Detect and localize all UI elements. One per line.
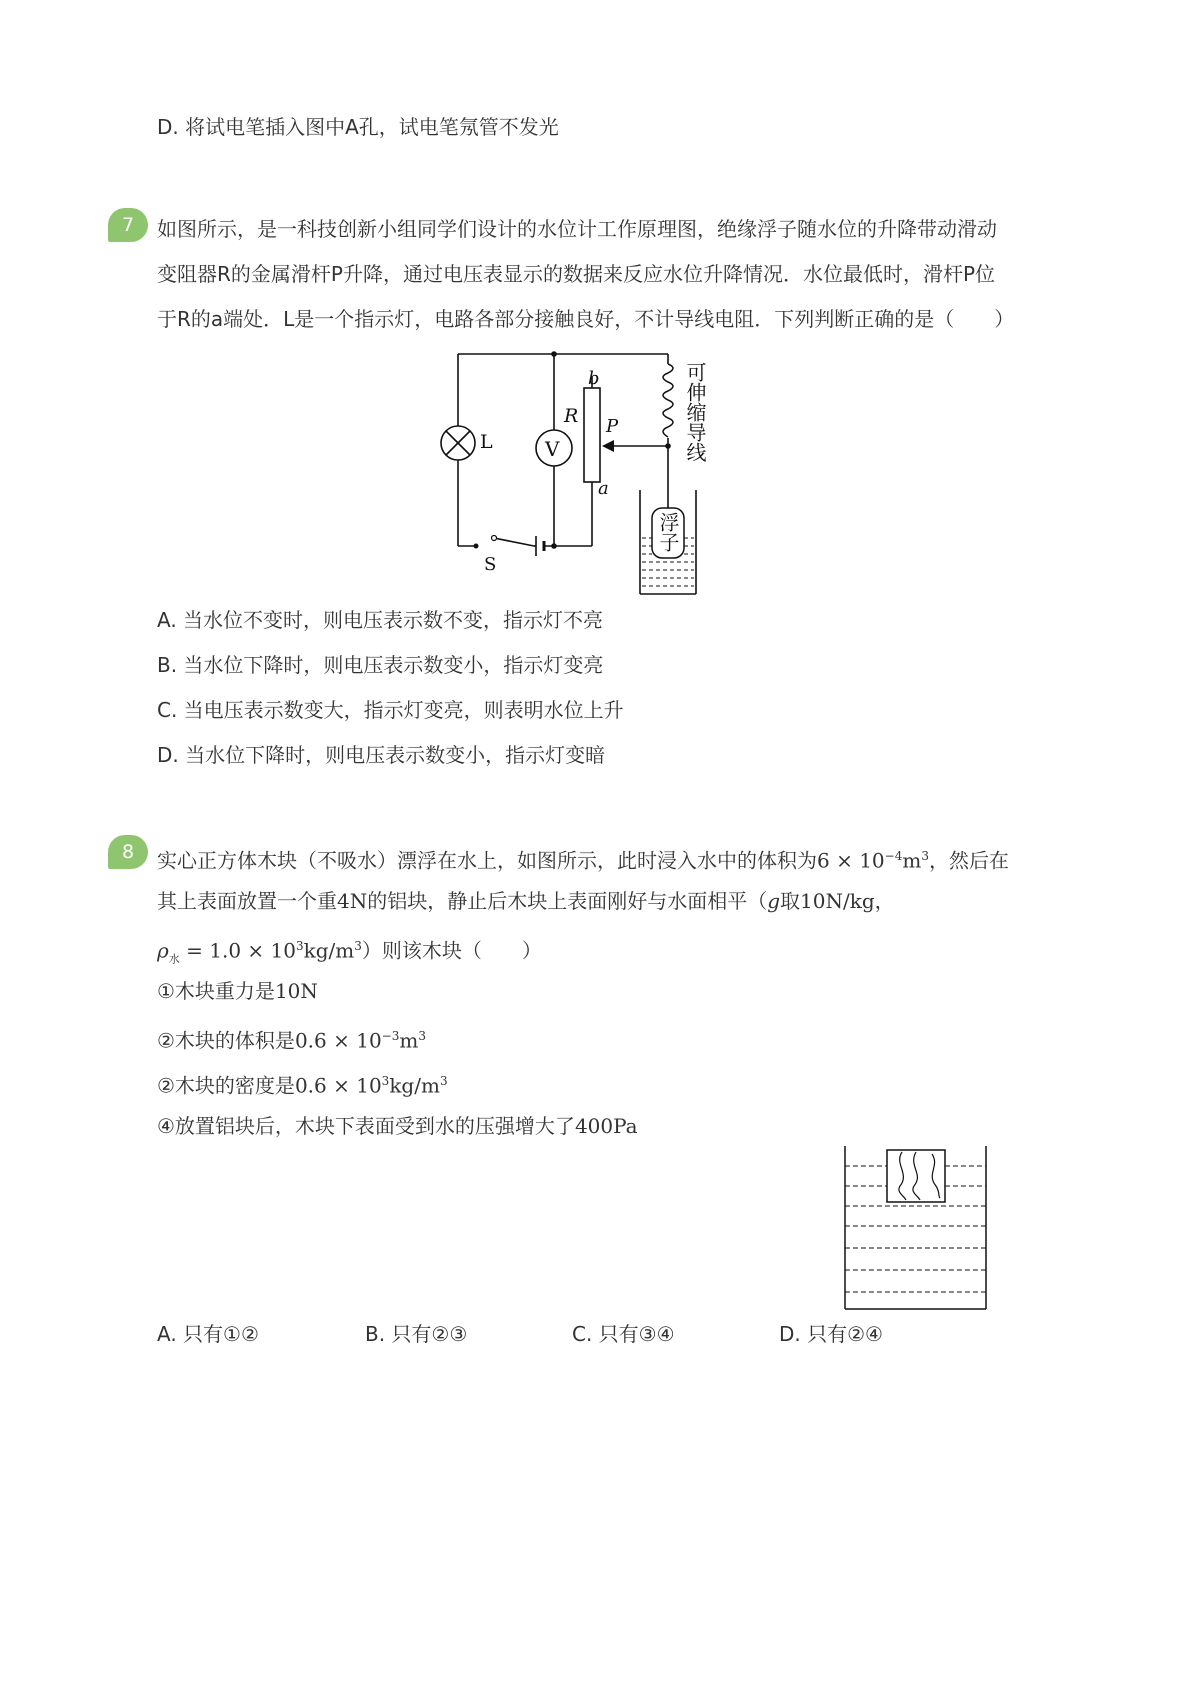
- rheostat-label: R: [564, 405, 579, 427]
- question-7-number-badge: 7: [108, 208, 148, 242]
- prev-question-option-d: D. 将试电笔插入图中A孔，试电笔氖管不发光: [157, 115, 559, 139]
- question-8-statement-3: ②木块的密度是$0.6 \times 10^3kg/m^3$: [157, 1073, 448, 1098]
- question-8-statement-1: ①木块重力是10N: [157, 979, 318, 1003]
- question-8-option-a[interactable]: A. 只有①②: [157, 1322, 259, 1346]
- question-7-stem-line-3: 于R的a端处．L是一个指示灯，电路各部分接触良好，不计导线电阻．下列判断正确的是（ ）: [157, 307, 1015, 331]
- rheostat-end-a: a: [598, 478, 609, 499]
- question-7-option-c[interactable]: C. 当电压表示数变大，指示灯变亮，则表明水位上升: [157, 698, 624, 722]
- water-level-circuit-diagram: [430, 342, 740, 602]
- rheostat-body: [584, 388, 600, 482]
- question-7-option-a[interactable]: A. 当水位不变时，则电压表示数不变，指示灯不亮: [157, 608, 604, 632]
- question-8-option-d[interactable]: D. 只有②④: [779, 1322, 883, 1346]
- question-8-stem-line-2: 其上表面放置一个重4N的铝块，静止后木块上表面刚好与水面相平（g取10N/kg，: [157, 889, 895, 913]
- question-7-option-d[interactable]: D. 当水位下降时，则电压表示数变小，指示灯变暗: [157, 743, 606, 767]
- slider-arrow: [602, 440, 614, 452]
- question-8-stem-line-1: 实心正方体木块（不吸水）漂浮在水上，如图所示，此时浸入水中的体积为$6 \times 10^{-4}m^3$，然后在: [157, 848, 1009, 873]
- flexible-wire-spring: [663, 364, 673, 437]
- rheostat-end-b: b: [588, 368, 600, 389]
- voltmeter-label: V: [545, 437, 560, 461]
- flexible-wire-label: 可伸缩导线: [683, 362, 707, 462]
- switch-label: S: [484, 554, 497, 575]
- wood-block: [887, 1150, 945, 1202]
- question-7-stem-line-2: 变阻器R的金属滑杆P升降，通过电压表显示的数据来反应水位升降情况．水位最低时，滑杆P位: [157, 262, 996, 286]
- float-label: 浮子: [656, 512, 680, 552]
- question-8-option-c[interactable]: C. 只有③④: [572, 1322, 675, 1346]
- slider-label: P: [606, 416, 619, 437]
- indicator-lamp: [441, 426, 475, 460]
- lamp-label: L: [480, 431, 493, 453]
- question-8-stem-line-3: $\rho_水 = 1.0 \times 10^3kg/m^3$）则该木块（ ）: [157, 938, 542, 966]
- question-8-statement-4: ④放置铝块后，木块下表面受到水的压强增大了400Pa: [157, 1114, 638, 1138]
- question-8-option-b[interactable]: B. 只有②③: [365, 1322, 468, 1346]
- question-8-number-badge: 8: [108, 835, 148, 869]
- question-8-statement-2: ②木块的体积是$0.6 \times 10^{-3}m^3$: [157, 1028, 426, 1053]
- question-7-option-b[interactable]: B. 当水位下降时，则电压表示数变小，指示灯变亮: [157, 653, 604, 677]
- question-7-stem-line-1: 如图所示，是一科技创新小组同学们设计的水位计工作原理图，绝缘浮子随水位的升降带动滑动: [157, 217, 997, 241]
- floating-wood-block-diagram: [840, 1144, 990, 1314]
